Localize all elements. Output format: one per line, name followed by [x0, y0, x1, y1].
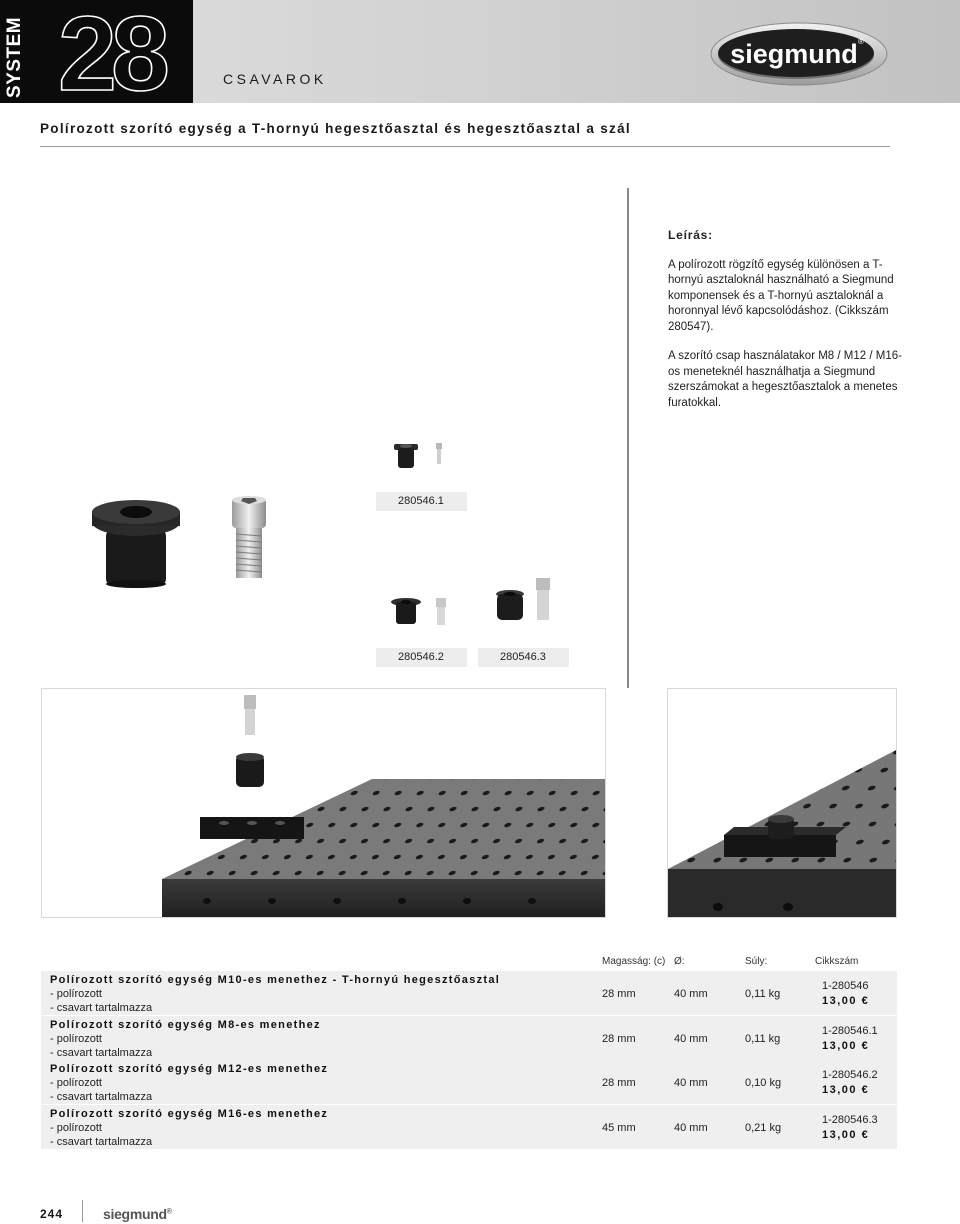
product-article-number: 1-280546.2 — [822, 1069, 878, 1081]
product-weight: 0,21 kg — [745, 1122, 782, 1134]
table-row — [41, 1105, 897, 1149]
product-diameter: 40 mm — [674, 1033, 708, 1045]
product-weight: 0,10 kg — [745, 1077, 782, 1089]
product-height: 28 mm — [602, 988, 636, 1000]
product-price: 13,00 € — [822, 995, 870, 1007]
product-feature: - csavart tartalmazza — [50, 1136, 153, 1148]
product-height: 45 mm — [602, 1122, 636, 1134]
table-row — [41, 971, 897, 1015]
product-feature: - csavart tartalmazza — [50, 1047, 153, 1059]
label-280546-2: 280546.2 — [376, 648, 467, 667]
product-weight: 0,11 kg — [745, 1033, 781, 1045]
product-diameter: 40 mm — [674, 1077, 708, 1089]
footer-brand-logo — [103, 1206, 172, 1222]
photo-welding-table-corner — [667, 688, 897, 918]
photo-t-slot-table — [41, 688, 606, 918]
product-name: Polírozott szorító egység M12-es menethez — [50, 1063, 329, 1075]
clamp-unit-small-image — [392, 440, 452, 470]
label-280546-3: 280546.3 — [478, 648, 569, 667]
svg-text:siegmund: siegmund — [730, 39, 858, 69]
clamp-unit-large-image — [88, 490, 288, 590]
vertical-divider — [627, 188, 629, 688]
siegmund-logo — [710, 22, 888, 86]
product-feature: - csavart tartalmazza — [50, 1091, 153, 1103]
section-title: Polírozott szorító egység a T-hornyú hegesztőasztal és hegesztőasztal a szál — [40, 121, 631, 136]
page-number: 244 — [40, 1207, 64, 1221]
clamp-unit-m12-image — [390, 590, 460, 630]
product-weight: 0,11 kg — [745, 988, 781, 1000]
description-paragraph-1: A polírozott rögzítő egység különösen a T-hornyú asztaloknál használható a Siegmund komponensek és a T-hornyú asztaloknál a horonnyal lévő kapcsolódáshoz. (Cikkszám 280547). — [668, 258, 894, 333]
product-height: 28 mm — [602, 1077, 636, 1089]
product-price: 13,00 € — [822, 1040, 870, 1052]
system-label: SYSTEM — [4, 16, 25, 98]
product-feature: - csavart tartalmazza — [50, 1002, 153, 1014]
col-header-height: Magasság: (c) — [602, 956, 666, 967]
footer-brand-mark: ® — [166, 1208, 172, 1216]
col-header-weight: Súly: — [745, 956, 768, 967]
product-name: Polírozott szorító egység M10-es menethez - T-hornyú hegesztőasztal — [50, 974, 501, 986]
product-price: 13,00 € — [822, 1084, 870, 1096]
product-name: Polírozott szorító egység M8-es menethez — [50, 1019, 321, 1031]
product-price: 13,00 € — [822, 1129, 870, 1141]
product-diameter: 40 mm — [674, 988, 708, 1000]
product-height: 28 mm — [602, 1033, 636, 1045]
title-divider — [40, 146, 890, 147]
svg-text:®: ® — [858, 37, 864, 46]
product-diameter: 40 mm — [674, 1122, 708, 1134]
label-280546-1: 280546.1 — [376, 492, 467, 511]
footer-brand-name: siegmund — [103, 1206, 167, 1222]
product-feature: - polírozott — [50, 988, 102, 1000]
col-header-article: Cikkszám — [815, 956, 859, 967]
clamp-unit-m16-image — [494, 576, 564, 628]
product-article-number: 1-280546.3 — [822, 1114, 878, 1126]
table-row — [41, 1016, 897, 1060]
system-number: 28 — [58, 0, 164, 113]
product-feature: - polírozott — [50, 1122, 102, 1134]
col-header-diameter: Ø: — [674, 956, 685, 967]
description-paragraph-2: A szorító csap használatakor M8 / M12 / M16-os meneteknél használhatja a Siegmund szerszámokat a hegesztőasztalok a menetes furatokkal. — [668, 350, 902, 409]
table-row — [41, 1060, 897, 1104]
description — [668, 228, 913, 411]
product-article-number: 1-280546.1 — [822, 1025, 878, 1037]
footer-divider — [82, 1200, 83, 1222]
product-feature: - polírozott — [50, 1033, 102, 1045]
description-heading: Leírás: — [668, 228, 713, 242]
product-article-number: 1-280546 — [822, 980, 869, 992]
product-name: Polírozott szorító egység M16-es menethez — [50, 1108, 329, 1120]
product-feature: - polírozott — [50, 1077, 102, 1089]
category-title: CSAVAROK — [223, 71, 327, 87]
